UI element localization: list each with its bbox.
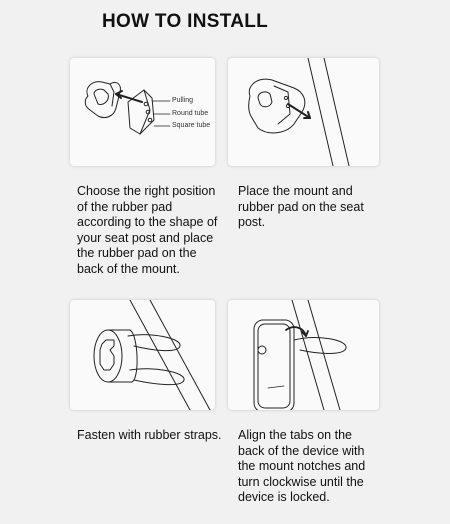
step-3-text: Fasten with rubber straps. bbox=[77, 428, 222, 442]
page-title: HOW TO INSTALL bbox=[102, 11, 269, 32]
step-2-text: Place the mount and rubber pad on the seat post. bbox=[238, 184, 364, 229]
callout-pulling: Pulling bbox=[172, 97, 194, 104]
step-4-illustration bbox=[228, 300, 379, 410]
callout-round-tube: Round tube bbox=[172, 110, 209, 117]
step-2-illustration bbox=[228, 58, 379, 166]
step-1-text: Choose the right position of the rubber pad according to the shape of your seat post and place the rubber pad on the back of the mount. bbox=[77, 184, 218, 276]
step-1-illustration bbox=[70, 58, 215, 166]
callout-square-tube: Square tube bbox=[172, 122, 211, 129]
step-3-illustration bbox=[70, 300, 215, 410]
step-4-text: Align the tabs on the back of the device with the mount notches and turn clockwise until the device is locked. bbox=[238, 428, 366, 504]
